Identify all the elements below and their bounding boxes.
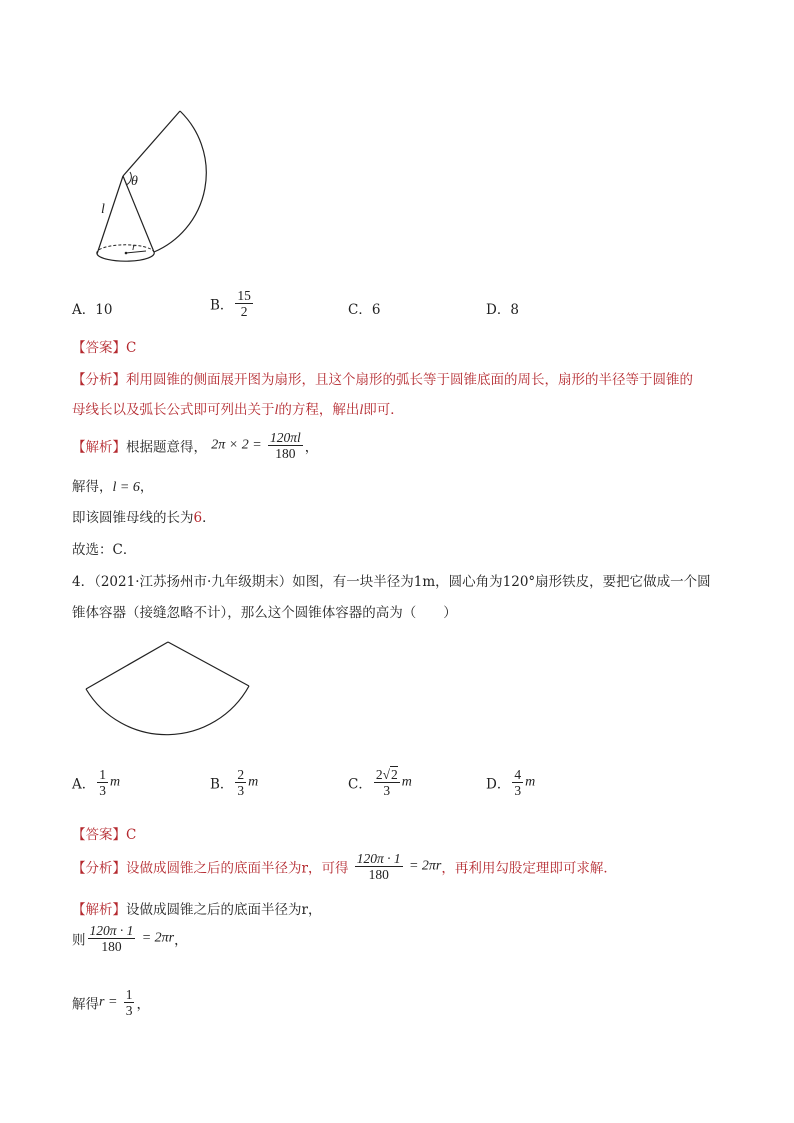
q3-option-d[interactable]: D．8 <box>486 302 519 318</box>
q4-option-c[interactable]: C． $\frac{2√2}{3}$ m <box>348 767 412 798</box>
fraction: $\frac{1}{3}$ <box>125 987 133 1018</box>
q3-solve-line: 解得，l = 6， <box>72 479 154 495</box>
q4-option-a[interactable]: A． $\frac{1}{3}$ m <box>72 767 121 798</box>
q3-analysis-line2: 母线长以及弧长公式即可列出关于l的方程，解出l即可． <box>72 402 404 418</box>
fraction: $\frac{120\pi l}{180}$ <box>270 430 301 461</box>
q3-option-b[interactable]: B． $\frac{15}{2}$ <box>210 288 251 319</box>
fraction: $\frac{15}{2}$ <box>237 288 251 319</box>
q4-option-b[interactable]: B． $\frac{2}{3}$ m <box>210 767 259 798</box>
fraction: $\frac{1}{3}$ <box>99 767 106 798</box>
theta-label: θ <box>131 174 138 189</box>
q4-solution-equation: 则 $\frac{120\pi \cdot 1}{180}$ = 2πr， <box>72 923 188 954</box>
q4-solution-line1: 【解析】设做成圆锥之后的底面半径为r， <box>72 902 322 918</box>
slant-label: l <box>101 202 105 217</box>
fraction: $\frac{120\pi \cdot 1}{180}$ <box>89 923 134 954</box>
q3-option-a[interactable]: A．10 <box>72 302 113 318</box>
q3-option-c[interactable]: C．6 <box>348 302 381 318</box>
q4-solve-line: 解得r = $\frac{1}{3}$ ， <box>72 987 150 1018</box>
fraction: $\frac{2√2}{3}$ <box>375 767 398 798</box>
fraction: $\frac{2}{3}$ <box>237 767 245 798</box>
q3-solution-line1: 【解析】根据题意得， 2π × 2 = $\frac{120\pi l}{180}$ ， <box>72 430 319 461</box>
fraction: $\frac{4}{3}$ <box>514 767 522 798</box>
q3-analysis-line1: 【分析】利用圆锥的侧面展开图为扇形，且这个扇形的弧长等于圆锥底面的周长，扇形的半径等于圆锥的 <box>72 372 693 388</box>
q4-stem-line2: 锥体容器（接缝忽略不计），那么这个圆锥体容器的高为（ ） <box>72 605 457 621</box>
q4-analysis: 【分析】设做成圆锥之后的底面半径为r，可得 $\frac{120\pi \cdot 1}{180}$ = 2πr，再利用勾股定理即可求解． <box>72 851 617 882</box>
q4-stem-line1: 4．（2021·江苏扬州市·九年级期末）如图，有一块半径为1m，圆心角为120°扇形铁皮，要把它做成一个圆 <box>72 574 711 590</box>
radius-label: r <box>132 241 137 253</box>
q3-answer: 【答案】C <box>72 340 137 356</box>
q3-conclusion: 即该圆锥母线的长为6． <box>72 510 216 526</box>
q4-answer: 【答案】C <box>72 827 137 843</box>
fraction: $\frac{120\pi \cdot 1}{180}$ <box>356 851 401 882</box>
q4-option-d[interactable]: D． $\frac{4}{3}$ m <box>486 767 536 798</box>
q3-choose: 故选：C． <box>72 542 137 558</box>
